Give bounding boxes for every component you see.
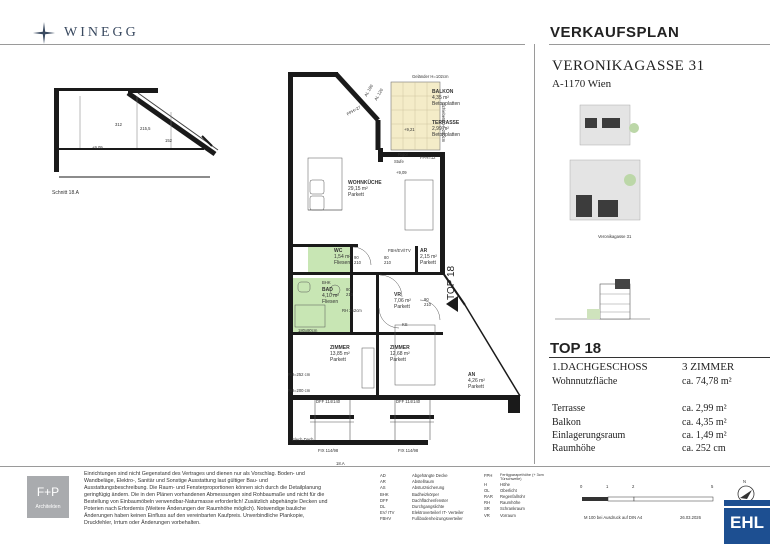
unit-top: TOP 18	[550, 340, 602, 357]
street-address: VERONIKAGASSE 31	[552, 58, 705, 74]
architect-sub: Architekten	[35, 504, 61, 510]
annotation-door-3: 80 210	[346, 287, 353, 297]
unit-rule	[549, 357, 770, 358]
room-vr: VR 7,06 m² Parkett	[394, 292, 411, 310]
brand-logo	[32, 21, 162, 45]
scale-bar	[582, 492, 722, 506]
section-dim-1: 312	[115, 122, 122, 127]
room-wc: WC 1,54 m² Fliesen	[334, 248, 351, 266]
sliding-door-label: Schiebetür H=200cm	[441, 103, 446, 143]
fact-height-value: ca. 252 cm	[682, 443, 726, 454]
building-elevation	[555, 274, 650, 324]
legend-item: RAR Regenfallrohr	[484, 493, 526, 499]
plan-top-label: TOP 18	[446, 265, 457, 300]
annotation-section-mark: 18.A	[336, 461, 345, 466]
room-zimmer-1: ZIMMER 13,85 m² Parkett	[330, 345, 350, 363]
annotation-fix-2: FIX 114/98	[398, 448, 419, 453]
panel-divider	[534, 44, 535, 464]
annotation-ks: KS	[402, 322, 408, 327]
room-an: AN 4,26 m² Parkett	[468, 372, 485, 390]
legend-item: EV/ ITV Elektroverteiler/ IT- Verteiler	[380, 510, 464, 516]
annotation-door-4: 90 210	[424, 297, 431, 307]
plan-date: 26.03.2026	[680, 515, 701, 520]
fact-height-label: Raumhöhe	[552, 443, 596, 454]
annotation-fbhv: FBH/EV/ITV	[388, 248, 411, 253]
legend-item: AS Absturzsicherung	[380, 485, 445, 491]
section-label: Schnitt 18.A	[52, 190, 79, 196]
legend-item: RH Raumhöhe	[484, 500, 521, 506]
annotation-bathtub: 180x80cm	[298, 328, 318, 333]
living-area-label: Wohnnutzfläche	[552, 376, 618, 387]
city: A-1170 Wien	[552, 78, 612, 90]
section-level: +9,09	[92, 145, 103, 150]
annotation-roof: Blech Dach	[292, 437, 314, 442]
level-marker-2: +9,09	[396, 170, 407, 175]
architect-name: F+P	[36, 485, 60, 499]
legend-item: VR Vorraum	[484, 512, 516, 518]
section-drawing	[40, 84, 220, 184]
scale-tick-0: 0	[580, 484, 583, 489]
annotation-door-2: 80 210	[384, 255, 391, 265]
room-zimmer-2: ZIMMER 12,68 m² Parkett	[390, 345, 410, 363]
room-wohnkueche: WOHNKÜCHE 29,15 m² Parkett	[348, 180, 382, 198]
brand-name: WINEGG	[64, 25, 139, 40]
annotation-fix-1: FIX 114/98	[318, 448, 339, 453]
legend-item: AR Abstellraum	[380, 479, 435, 485]
north-label: N	[743, 479, 747, 484]
legend-item: AD Abgehängte Decke	[380, 473, 448, 478]
legend-item: SR Schrankraum	[484, 506, 525, 512]
scale-tick-2: 2	[632, 484, 635, 489]
annotation-al-180: AL 180	[363, 83, 375, 98]
fact-terrasse-label: Terrasse	[552, 403, 586, 414]
footer-rule	[0, 466, 770, 467]
legend-item: DL Durchgangslichte	[380, 503, 445, 509]
scale-note: M 100 bei Ausdruck auf DIN A4	[584, 515, 643, 520]
room-balkon: BALKON 4,35 m² Betonplatten	[432, 89, 461, 107]
disclaimer: Einrichtungen sind nicht Gegenstand des Vertrages und dienen nur als Vorschlag. Boden- und Wandbeläge, Elektro-, Sanitär und Sonstige Ausstattung laut gültiger Bau- und Ausstattungsbeschreibung. Die Raum- und Fensterproportionen können sich durch die Detailplanung geringfügig ändern. Die in den Plänen vorhandenen Abmessungen sind Rohbaumaße und nicht für die Bestellung von Einbaumöbeln verwendbar-Naturmasse erforderlich! Zusätzlich abgehängte Decken und Poterien nach Erfordernis (Weitere Änderungen der Raumhöhe möglich). Notwendige bauliche Änderungen haben keinen Einfluss auf den vereinbarten Kaufpreis. Unverbindliche Plankopie, Druckfehler, Irrtum oder Änderungen vorbehalten.	[84, 471, 328, 526]
ehl-logo-stripe	[724, 506, 770, 508]
site-plan-label: Veronikagasse 31	[598, 234, 632, 239]
level-marker-1: +9,21	[404, 127, 415, 132]
fact-terrasse-value: ca. 2,99 m²	[682, 403, 727, 414]
rigol-label: Rigol	[398, 152, 408, 157]
architect-logo	[27, 476, 69, 518]
header-rule	[0, 44, 525, 45]
annotation-bhk: BHK	[322, 280, 331, 285]
legend-item: FPH Fertigparapethöhe (+ 3cm Türschwelle)	[484, 473, 544, 482]
room-ar: AR 2,15 m² Parkett	[420, 248, 437, 266]
annotation-rh-bad: RH 252cm	[342, 308, 362, 313]
fact-storage-label: Einlagerungsraum	[552, 430, 626, 441]
legend-item: DFF Dachflächenfenster	[380, 497, 449, 503]
legend-item: FBHV Fußbodenheizungsverteiler	[380, 516, 463, 522]
unit-floor: 1.DACHGESCHOSS	[552, 361, 648, 373]
scale-tick-1: 1	[606, 484, 609, 489]
legend-column-1	[380, 473, 500, 523]
fact-storage-value: ca. 1,49 m²	[682, 430, 727, 441]
compass-star-icon	[32, 21, 56, 45]
legend-item: H Höhe	[484, 481, 511, 487]
room-terrasse: TERRASSE 2,99 m² Betonplatten	[432, 120, 461, 138]
fact-balkon-value: ca. 4,35 m²	[682, 417, 727, 428]
annotation-dff-2: DFF 114/140	[396, 399, 421, 404]
site-plan	[560, 100, 650, 230]
header-rule-right	[549, 44, 770, 45]
annotation-dff-1: DFF 114/140	[316, 399, 341, 404]
ehl-name: EHL	[730, 513, 764, 532]
step-label: Stufe	[394, 159, 404, 164]
unit-room-count: 3 ZIMMER	[682, 361, 735, 373]
annotation-fph-12: FPH=12	[420, 155, 436, 160]
section-dim-3: 152	[165, 138, 172, 143]
fact-balkon-label: Balkon	[552, 417, 581, 428]
annotation-door-1: 90 210	[354, 255, 361, 265]
page-title: VERKAUFSPLAN	[550, 24, 680, 41]
railing-label: Geländer H=102cm	[412, 74, 449, 79]
legend-column-2	[484, 473, 554, 519]
legend-item: OL Oberlicht	[484, 487, 517, 493]
room-bad: BAD 4,10 m² Fliesen	[322, 287, 339, 305]
annotation-rh-252: RH=252 cm	[288, 372, 311, 377]
scale-tick-5: 5	[711, 484, 714, 489]
living-area-value: ca. 74,78 m²	[682, 376, 732, 387]
legend-item: BHK Badheizkörper	[380, 491, 440, 497]
annotation-al-120: AL 120	[373, 87, 385, 102]
ehl-logo	[724, 500, 770, 544]
annotation-rh-200: RH=200 cm	[288, 388, 311, 393]
annotation-fph-27: FPH=27	[345, 104, 362, 117]
section-dim-2: 215,5	[140, 126, 151, 131]
